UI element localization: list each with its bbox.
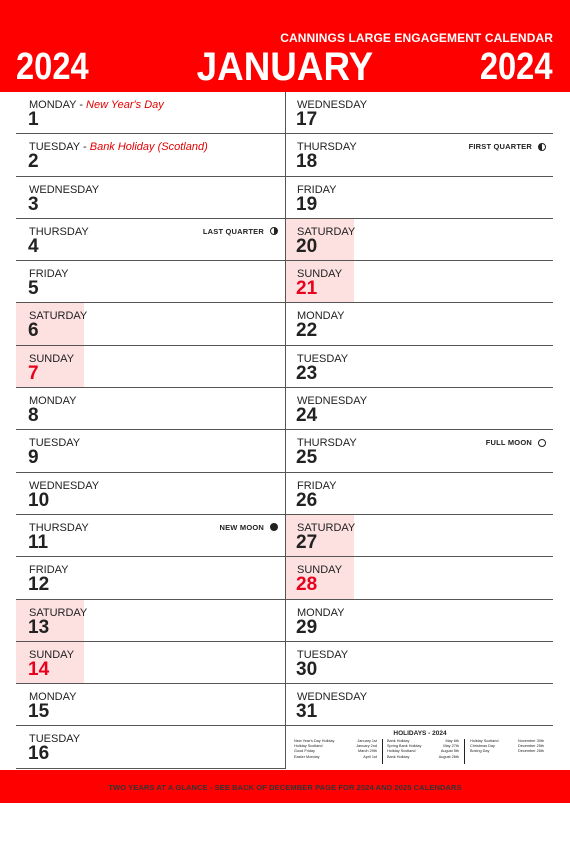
day-cell xyxy=(16,557,285,599)
holiday-row-date: August 26th xyxy=(438,754,459,759)
day-cell xyxy=(286,134,553,176)
date-number: 27 xyxy=(296,531,318,553)
weekday-name: WEDNESDAY xyxy=(297,691,368,704)
date-number: 9 xyxy=(28,447,39,469)
weekday-name: THURSDAY xyxy=(297,437,357,450)
date-number: 1 xyxy=(28,109,39,130)
weekday-name: THURSDAY xyxy=(29,225,89,238)
date-number: 7 xyxy=(28,362,39,384)
holiday-row-date: December 25th xyxy=(518,744,544,749)
holidays-title: HOLIDAYS - 2024 xyxy=(393,730,447,737)
day-cell xyxy=(286,219,553,261)
weekday-name: FRIDAY xyxy=(29,564,69,577)
holiday-row xyxy=(387,755,459,760)
day-cell xyxy=(286,642,553,684)
holiday-row-date: January 2nd xyxy=(356,744,377,749)
holiday-row-date: August 5th xyxy=(440,749,459,754)
weekday-name: MONDAY xyxy=(29,99,77,111)
weekday-name: FRIDAY xyxy=(29,268,69,281)
weekday-name: TUESDAY xyxy=(297,352,349,365)
holiday-row-date: May 6th xyxy=(445,739,459,743)
day-cell xyxy=(286,388,553,430)
weekday-name: TUESDAY xyxy=(297,648,349,661)
holiday-row-name: Holiday Scotland xyxy=(294,744,323,749)
holiday-row xyxy=(470,749,544,754)
day-cell xyxy=(16,303,285,345)
footer-band xyxy=(0,770,570,803)
day-cell xyxy=(16,388,285,430)
day-cell xyxy=(16,430,285,472)
day-cell xyxy=(286,600,553,642)
day-cell xyxy=(286,177,553,219)
weekday-name: FRIDAY xyxy=(297,183,337,196)
date-number: 3 xyxy=(28,193,39,215)
holiday-row-date: May 27th xyxy=(443,744,459,749)
weekday-name: MONDAY xyxy=(29,395,77,408)
moon-phase-label: NEW MOON xyxy=(219,522,264,532)
date-number: 31 xyxy=(296,701,318,723)
date-number: 17 xyxy=(296,109,318,130)
holiday-row-name: Good Friday xyxy=(294,749,315,754)
date-number: 15 xyxy=(28,701,50,723)
holiday-row-name: Holiday Scotland xyxy=(470,739,499,743)
day-cell xyxy=(16,261,285,303)
weekday-name: THURSDAY xyxy=(29,521,89,534)
moon-phase-label: LAST QUARTER xyxy=(202,226,264,236)
weekday-name: SUNDAY xyxy=(297,268,343,281)
year-left: 2024 xyxy=(16,46,89,88)
date-number: 19 xyxy=(296,193,318,215)
day-cell xyxy=(286,557,553,599)
moon-phase xyxy=(203,227,278,236)
moon-phase-icon xyxy=(270,523,278,531)
date-number: 11 xyxy=(28,531,49,553)
weekday-name: SUNDAY xyxy=(297,564,343,577)
holiday-row-name: Spring Bank Holiday xyxy=(387,744,422,749)
holiday-row-name: Bank Holiday xyxy=(387,754,410,759)
moon-phase-icon xyxy=(538,439,546,447)
date-number: 30 xyxy=(296,658,318,680)
day-cell xyxy=(16,346,285,388)
holidays-column-1 xyxy=(294,739,377,760)
holidays-column-2 xyxy=(387,739,459,760)
weekday-label xyxy=(29,184,99,196)
day-cell xyxy=(16,92,285,134)
weekday-name: SUNDAY xyxy=(29,648,75,661)
date-number: 10 xyxy=(28,489,50,511)
weekday-name: THURSDAY xyxy=(297,141,357,154)
weekday-name: TUESDAY xyxy=(29,141,80,154)
holiday-row-date: January 1st xyxy=(357,739,377,743)
holiday-row-name: Boxing Day xyxy=(470,749,490,754)
date-number: 21 xyxy=(296,278,318,300)
day-cell xyxy=(286,261,553,303)
holidays-column-3 xyxy=(470,739,544,755)
weekday-name: TUESDAY xyxy=(29,733,81,746)
holiday-name: Bank Holiday (Scotland) xyxy=(89,141,208,154)
moon-phase-icon xyxy=(270,227,278,235)
weekday-name: TUESDAY xyxy=(29,437,81,450)
weekday-name: SATURDAY xyxy=(29,310,88,323)
day-cell xyxy=(286,684,553,726)
date-number: 29 xyxy=(296,616,318,638)
date-number: 5 xyxy=(28,278,39,300)
day-cell xyxy=(16,134,285,176)
holiday-row-name: Bank Holiday xyxy=(387,739,410,743)
holiday-name: New Year's Day xyxy=(86,99,164,111)
weekday-name: MONDAY xyxy=(297,310,345,323)
weekday-name: WEDNESDAY xyxy=(29,183,100,196)
month-label: JANUARY xyxy=(196,45,374,89)
holidays-divider xyxy=(464,739,465,764)
weekday-name: WEDNESDAY xyxy=(29,479,100,492)
weekday-name: SATURDAY xyxy=(297,521,356,534)
date-number: 28 xyxy=(296,574,318,596)
day-cell xyxy=(16,515,285,557)
date-number: 23 xyxy=(296,362,318,384)
date-number: 22 xyxy=(296,320,318,342)
date-number: 14 xyxy=(28,658,50,680)
date-number: 13 xyxy=(28,616,50,638)
weekday-name: SUNDAY xyxy=(29,352,75,365)
holiday-row xyxy=(294,755,377,760)
day-cell xyxy=(16,642,285,684)
day-cell xyxy=(16,177,285,219)
date-number: 2 xyxy=(28,151,39,173)
date-number: 18 xyxy=(296,151,318,173)
right-day-column xyxy=(286,92,553,726)
day-cell xyxy=(286,473,553,515)
day-cell xyxy=(286,303,553,345)
weekday-name: WEDNESDAY xyxy=(297,395,368,408)
date-number: 24 xyxy=(296,405,318,427)
weekday-name: SATURDAY xyxy=(29,606,88,619)
footer-text: TWO YEARS AT A GLANCE - SEE BACK OF DECEMBER PAGE FOR 2024 AND 2025 CALENDARS xyxy=(108,783,462,792)
day-cell xyxy=(286,515,553,557)
date-number: 4 xyxy=(28,235,39,257)
date-number: 26 xyxy=(296,489,318,511)
brand-title: CANNINGS LARGE ENGAGEMENT CALENDAR xyxy=(280,31,553,45)
holidays-divider xyxy=(382,739,383,764)
holidays-box xyxy=(287,728,553,770)
day-cell xyxy=(16,684,285,726)
date-number: 6 xyxy=(28,320,39,342)
moon-phase-label: FIRST QUARTER xyxy=(468,142,532,152)
holiday-row-date: December 26th xyxy=(518,749,544,754)
weekday-label: TUESDAY - Bank Holiday (Scotland) xyxy=(29,141,208,154)
date-number: 25 xyxy=(296,447,318,469)
left-day-column xyxy=(16,92,286,769)
day-cell xyxy=(286,92,553,134)
day-cell xyxy=(16,473,285,515)
weekday-name: MONDAY xyxy=(29,691,77,704)
holiday-row-date: April 1st xyxy=(363,754,377,759)
calendar-header xyxy=(0,0,570,92)
holiday-row-date: November 30th xyxy=(518,739,544,743)
moon-phase xyxy=(219,523,278,532)
date-number: 12 xyxy=(28,574,50,596)
weekday-name: SATURDAY xyxy=(297,225,356,238)
weekday-label: MONDAY - New Year's Day xyxy=(29,99,164,111)
weekday-name: FRIDAY xyxy=(297,479,337,492)
moon-phase xyxy=(469,142,546,151)
date-number: 20 xyxy=(296,235,318,257)
holiday-row-name: Holiday Scotland xyxy=(387,749,416,754)
date-number: 16 xyxy=(28,743,50,765)
holiday-row-name: New Year's Day Holiday xyxy=(294,739,335,743)
day-cell xyxy=(286,430,553,472)
day-cell xyxy=(16,219,285,261)
year-right: 2024 xyxy=(480,46,553,88)
day-cell xyxy=(286,346,553,388)
holiday-row-name: Easter Monday xyxy=(294,754,320,759)
day-cell xyxy=(16,600,285,642)
holiday-row-date: March 29th xyxy=(358,749,377,754)
moon-phase-icon xyxy=(538,143,546,151)
weekday-name: WEDNESDAY xyxy=(297,99,368,111)
date-number: 8 xyxy=(28,405,39,427)
moon-phase xyxy=(486,438,546,447)
weekday-name: MONDAY xyxy=(297,606,345,619)
holiday-row-name: Christmas Day xyxy=(470,744,495,749)
moon-phase-label: FULL MOON xyxy=(485,438,532,448)
day-cell xyxy=(16,726,285,768)
